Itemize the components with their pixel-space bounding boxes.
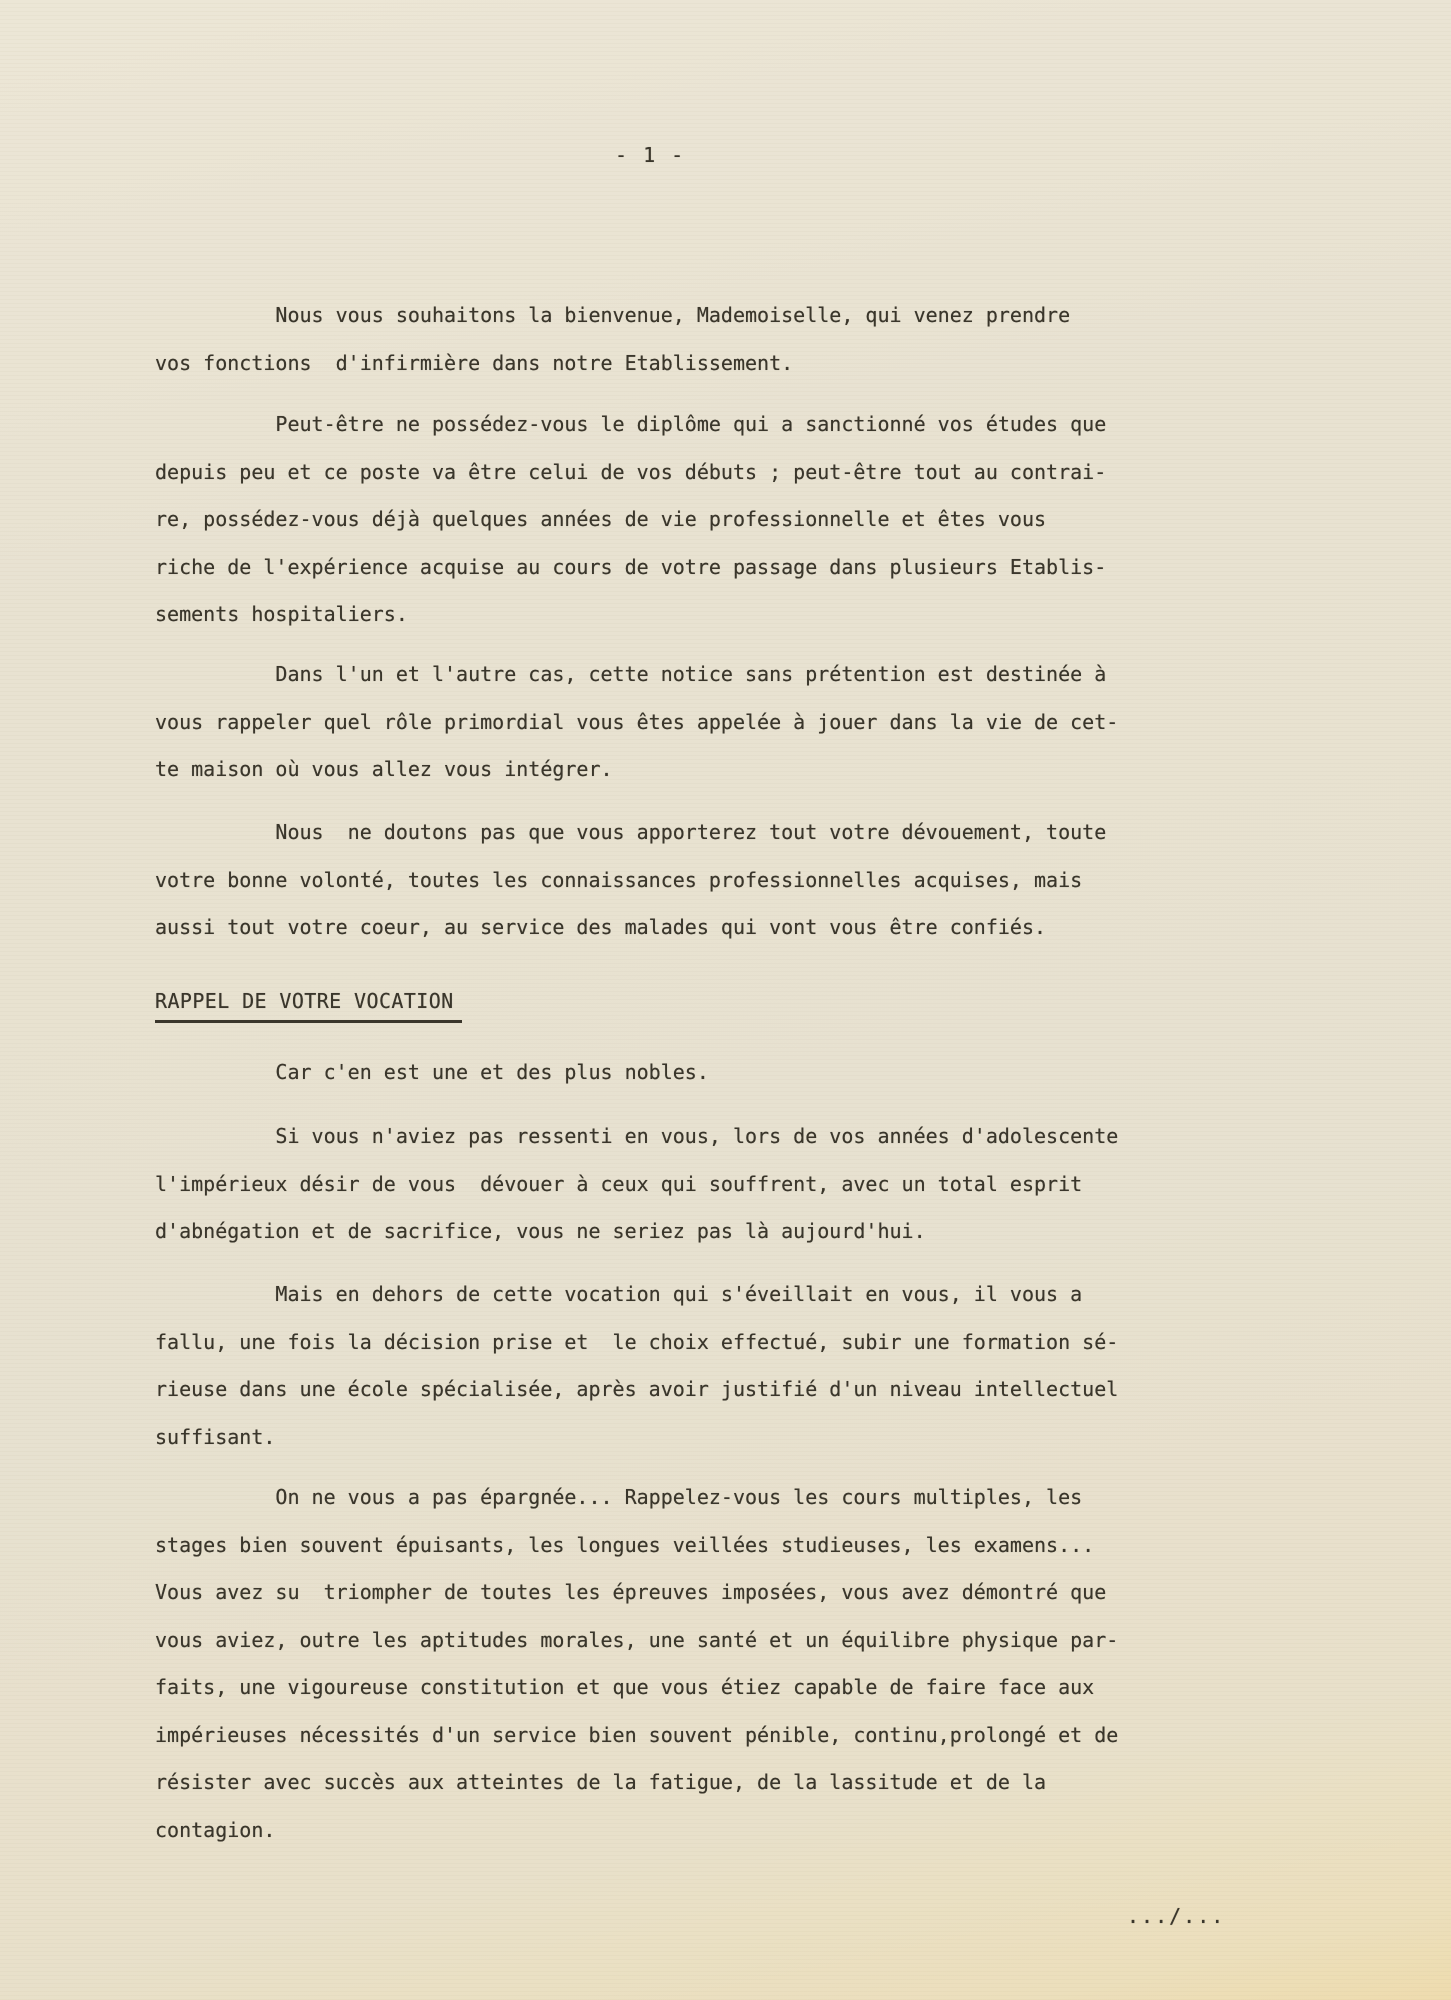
text-line: rieuse dans une école spécialisée, après avoir justifié d'un niveau intellectuel — [155, 1377, 1119, 1401]
text-line: vos fonctions d'infirmière dans notre Etablissement. — [155, 350, 794, 375]
text-line: Peut-être ne possédez-vous le diplôme qui a sanctionné vos études que — [155, 412, 1107, 436]
text-line: On ne vous a pas épargnée... Rappelez-vous les cours multiples, les — [155, 1485, 1083, 1509]
paragraph-devotion — [155, 809, 1155, 952]
text-line: vous aviez, outre les aptitudes morales, une santé et un équilibre physique par- — [155, 1627, 1119, 1652]
text-line: l'impérieux désir de vous dévouer à ceux qui souffrent, avec un total esprit — [155, 1171, 1083, 1196]
text-line: votre bonne volonté, toutes les connaissances professionnelles acquises, mais — [155, 867, 1083, 892]
text-line: Nous vous souhaitons la bienvenue, Mademoiselle, qui venez prendre — [155, 303, 1071, 327]
text-line: sements hospitaliers. — [155, 602, 408, 626]
text-line: Mais en dehors de cette vocation qui s'éveillait en vous, il vous a — [155, 1282, 1083, 1306]
text-line: Dans l'un et l'autre cas, cette notice sans prétention est destinée à — [155, 662, 1107, 686]
paragraph-diploma — [155, 401, 1155, 639]
paragraph-welcome — [155, 292, 1155, 387]
text-line: Car c'en est une et des plus nobles. — [155, 1060, 709, 1084]
text-line: fallu, une fois la décision prise et le choix effectué, subir une formation sé- — [155, 1329, 1119, 1354]
text-line: re, possédez-vous déjà quelques années de vie professionnelle et êtes vous — [155, 507, 1047, 531]
paragraph-notice — [155, 651, 1155, 794]
paragraph-desire — [155, 1113, 1155, 1256]
text-line: contagion. — [155, 1817, 276, 1842]
continuation-mark: .../... — [1127, 1904, 1226, 1928]
text-line: te maison où vous allez vous intégrer. — [155, 757, 613, 781]
page-number: - 1 - — [615, 143, 686, 167]
text-line: faits, une vigoureuse constitution et que vous étiez capable de faire face aux — [155, 1675, 1095, 1699]
text-line: suffisant. — [155, 1424, 276, 1449]
text-line: d'abnégation et de sacrifice, vous ne seriez pas là aujourd'hui. — [155, 1219, 926, 1243]
text-line: résister avec succès aux atteintes de la fatigue, de la lassitude et de la — [155, 1770, 1047, 1794]
paragraph-trials — [155, 1474, 1155, 1854]
text-line: Vous avez su triompher de toutes les épreuves imposées, vous avez démontré que — [155, 1580, 1107, 1604]
text-line: vous rappeler quel rôle primordial vous êtes appelée à jouer dans la vie de cet- — [155, 709, 1119, 734]
text-line: stages bien souvent épuisants, les longues veillées studieuses, les examens... — [155, 1532, 1095, 1557]
text-line: depuis peu et ce poste va être celui de vos débuts ; peut-être tout au contrai- — [155, 459, 1107, 484]
paragraph-noble-vocation — [155, 1049, 1155, 1097]
text-line: Si vous n'aviez pas ressenti en vous, lors de vos années d'adolescente — [155, 1124, 1119, 1148]
text-line: riche de l'expérience acquise au cours de votre passage dans plusieurs Etablis- — [155, 554, 1107, 579]
paragraph-training — [155, 1271, 1155, 1461]
text-line: impérieuses nécessités d'un service bien souvent pénible, continu,prolongé et de — [155, 1722, 1119, 1747]
section-heading: RAPPEL DE VOTRE VOCATION — [155, 988, 462, 1023]
text-line: Nous ne doutons pas que vous apporterez tout votre dévouement, toute — [155, 820, 1107, 844]
text-line: aussi tout votre coeur, au service des malades qui vont vous être confiés. — [155, 915, 1047, 939]
